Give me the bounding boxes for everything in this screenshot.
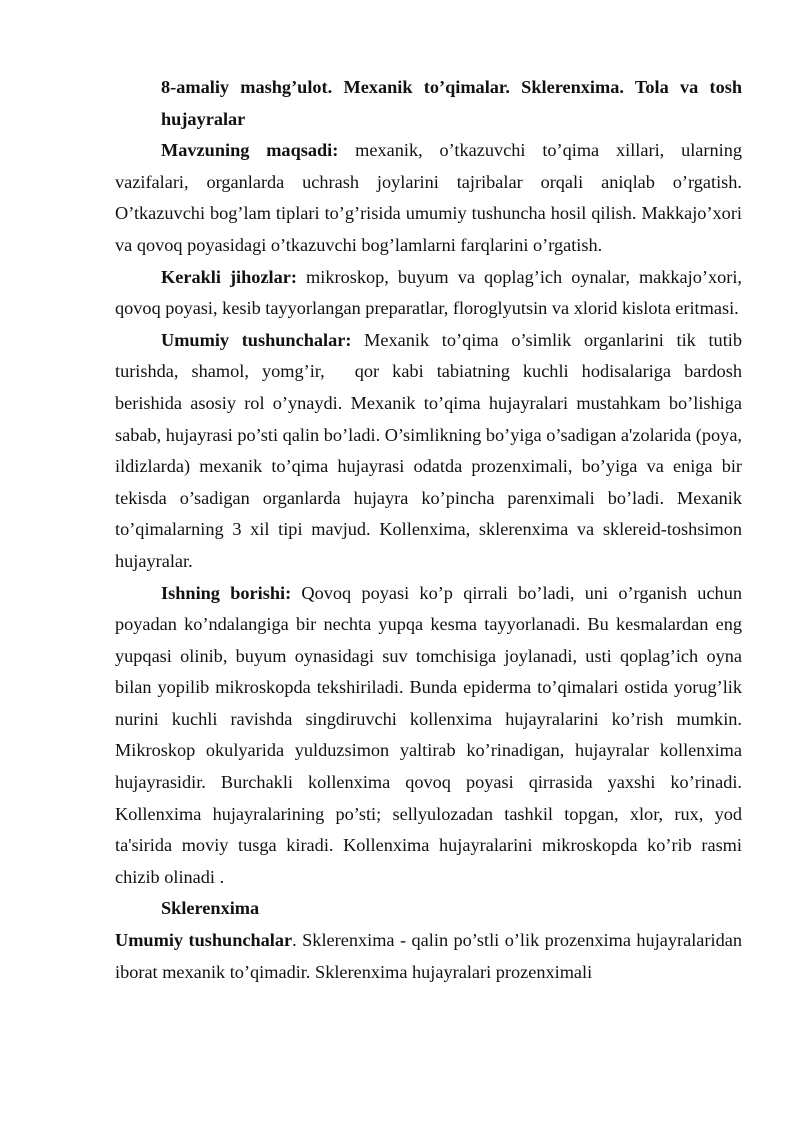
goal-label: Mavzuning maqsadi: (161, 140, 339, 161)
equipment-paragraph (115, 262, 742, 325)
goal-paragraph (115, 135, 742, 261)
document-title-line-2: hujayralar (161, 108, 246, 129)
goal-text: mexanik, o’tkazuvchi to’qima xillari, ularning vazifalari, organlarda uchrash joylarini tajribalar orqali aniqlab o’rgatish. O’tkazuvchi bog’lam tiplari to’g’risida umumiy tushuncha hosil qilish. Makkajo’xori va qovoq poyasidagi o’tkazuvchi bog’lamlarni farqlarini o’rgatish. (115, 140, 742, 255)
section-paragraph (115, 925, 742, 988)
procedure-text: Qovoq poyasi ko’p qirrali bo’ladi, uni o’rganish uchun poyadan ko’ndalangiga bir nechta yupqa kesma tayyorlanadi. Bu kesmalardan eng yupqasi olinib, buyum oynasidagi suv tomchisiga joylanadi, usti qoplag’ich oyna bilan yopilib mikroskopda tekshiriladi. Bunda epiderma to’qimalari ostida yorug’lik nurini kuchli ravishda singdiruvchi kollenxima hujayralarini ko’rish mumkin. Mikroskop okulyarida yulduzsimon yaltirab ko’rinadigan, hujayralar kollenxima hujayrasidir. Burchakli kollenxima qovoq poyasi qirrasida yaxshi ko’rinadi. Kollenxima hujayralarining po’sti; sellyulozadan tashkil topgan, xlor, rux, yod ta'sirida moviy tusga kiradi. Kollenxima hujayralarini mikroskopda ko’rib rasmi chizib olinadi . (115, 582, 742, 887)
procedure-paragraph (115, 578, 742, 894)
section-heading: Sklerenxima (161, 898, 260, 919)
concepts-text-a: Mexanik to’qima o’simlik organlarini tik tutib turishda, shamol, yomg’ir, (115, 329, 742, 382)
concepts-label: Umumiy tushunchalar: (161, 329, 352, 350)
section-text: . Sklerenxima - qalin po’stli o’lik prozenxima hujayralaridan iborat mexanik to’qimadir. Sklerenxima hujayralari prozenximali (115, 930, 742, 982)
equipment-text: mikroskop, buyum va qoplag’ich oynalar, makkajo’xori, qovoq poyasi, kesib tayyorlangan preparatlar, floroglyutsin va xlorid kislota eritmasi. (115, 266, 742, 319)
equipment-label: Kerakli jihozlar: (161, 266, 297, 287)
concepts-text-b: qor kabi tabiatning kuchli hodisalariga bardosh berishida asosiy rol o’ynaydi. Mexanik to’qima hujayralari mustahkam bo’lishiga sabab, hujayrasi po’sti qalin bo’ladi. O’simlikning bo’yiga o’sadigan a'zolarida (poya, ildizlarda) mexanik to’qima hujayrasi odatda prozenximali, bo’yiga va eniga bir tekisda o’sadigan organlarda hujayra ko’pincha parenximali bo’ladi. Mexanik to’qimalarning 3 xil tipi mavjud. Kollenxima, sklerenxima va sklereid-toshsimon hujayralar. (115, 361, 742, 571)
section-heading-line (115, 893, 742, 925)
document-page (115, 72, 742, 988)
document-title-line-1: 8-amaliy mashg’ulot. Mexanik to’qimalar. Sklerenxima. Tola va tosh (161, 77, 742, 97)
concepts-paragraph (115, 325, 742, 578)
procedure-label: Ishning borishi: (161, 582, 292, 603)
section-label: Umumiy tushunchalar (115, 930, 293, 951)
